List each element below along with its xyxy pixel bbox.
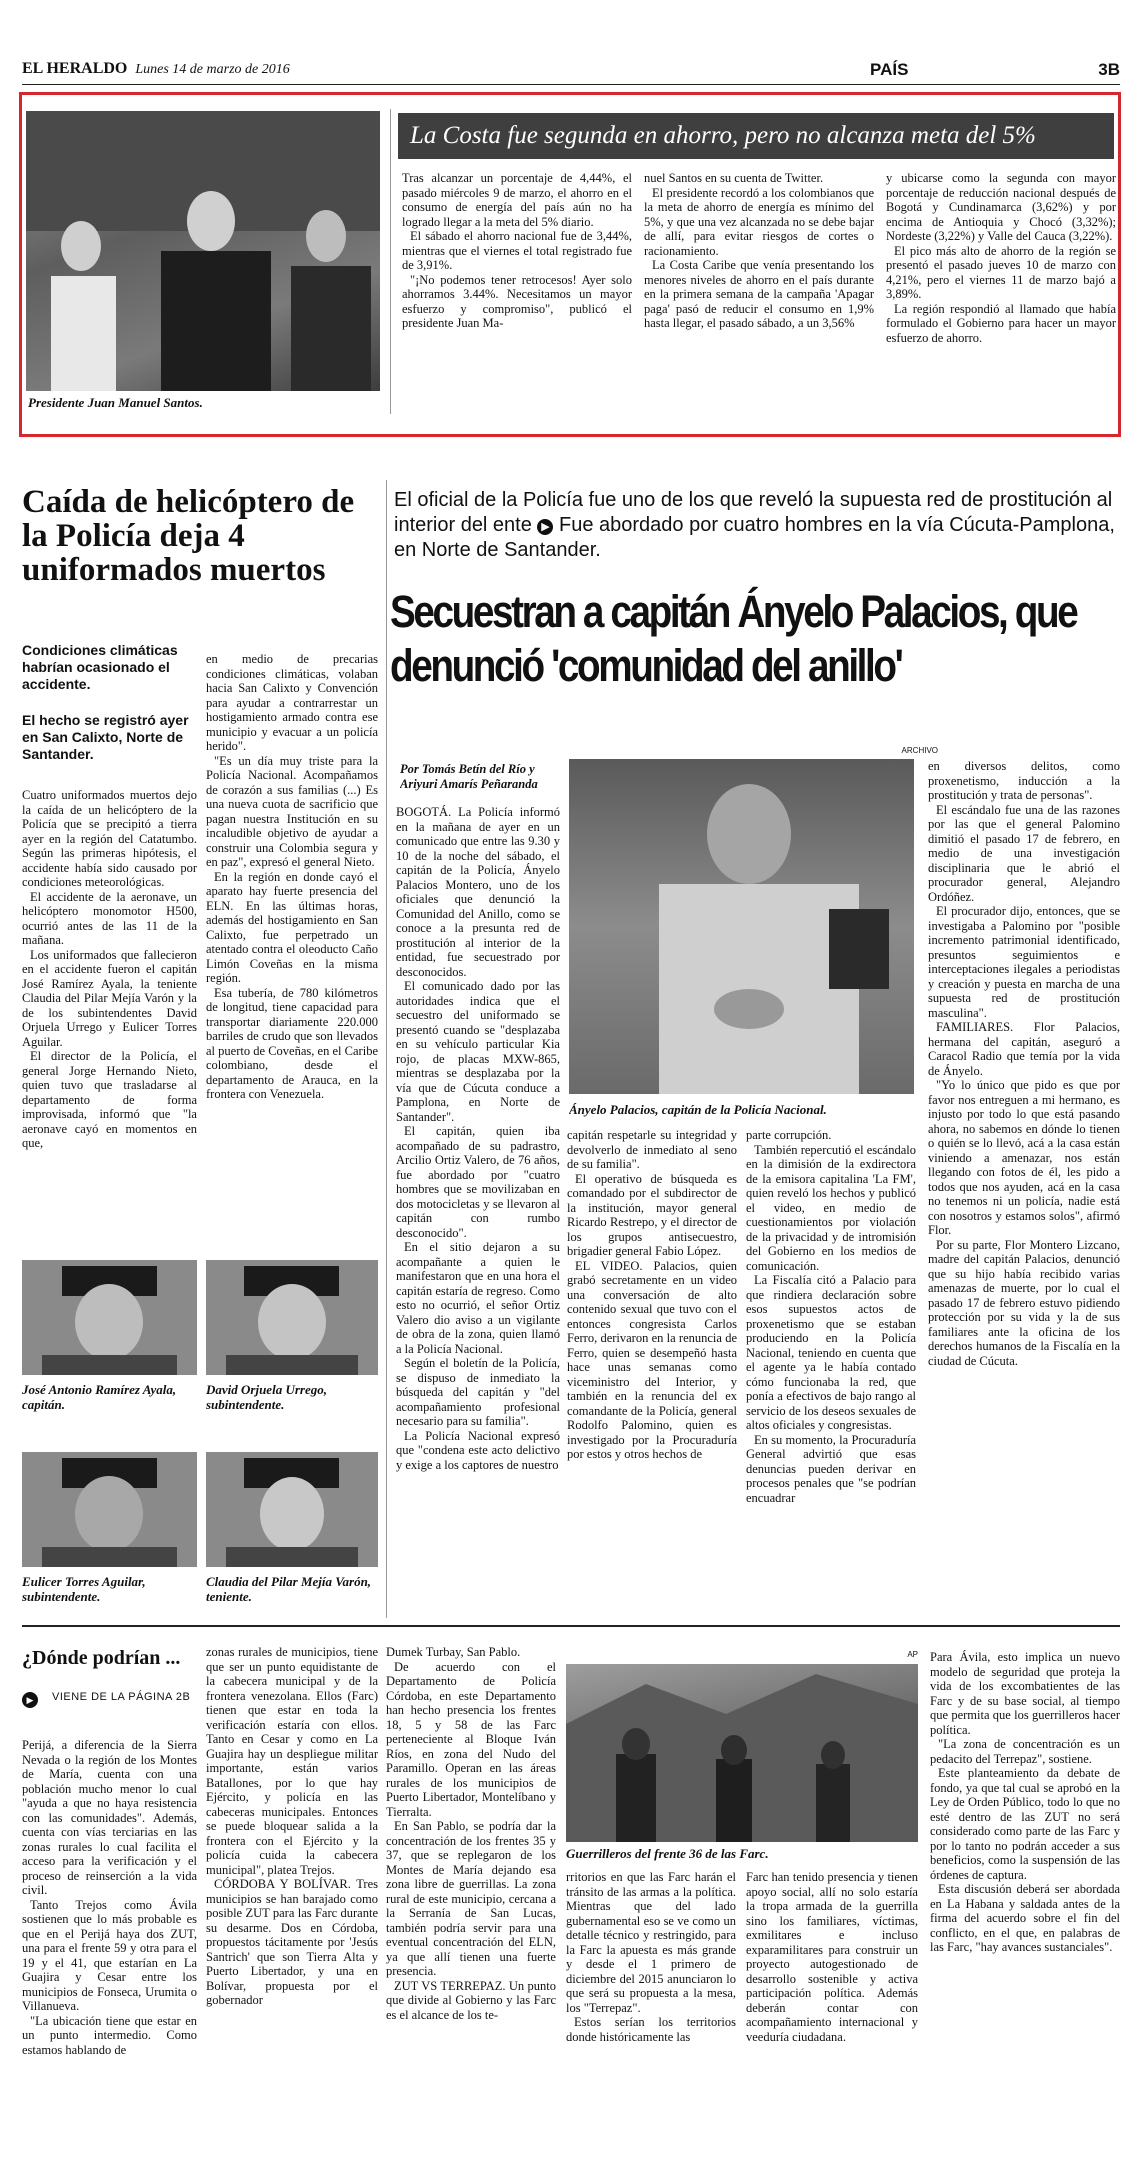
ahorro-divider <box>390 109 391 414</box>
helicopter-headline: Caída de helicóptero de la Policía deja 4 uniformados muertos <box>22 485 355 588</box>
kidnap-paragraph: El comunicado dado por las autoridades indica que el secuestro del uniformado se presentó cuando se "desplazaba en su vehículo particular Kia rojo, de placas MXW-865, mientras se desplazaba por la vía que de Cúcuta conduce a Pamplona, en Norte de Santander". <box>396 979 560 1124</box>
newspaper-name: EL HERALDO <box>22 60 128 77</box>
kidnap-col-4 <box>928 759 1120 1615</box>
kidnap-col-2 <box>567 1128 737 1613</box>
viene-label: VIENE DE LA PÁGINA 2B <box>52 1691 191 1703</box>
page-number: 3B <box>1098 60 1120 79</box>
portrait-caption: Claudia del Pilar Mejía Varón, teniente. <box>206 1574 372 1604</box>
kidnap-kicker <box>394 488 1120 568</box>
donde-paragraph: Estos serían los territorios donde históricamente las <box>566 2015 736 2044</box>
ahorro-paragraph: La Costa Caribe que venía presentando los menores niveles de ahorro en el país durante en la primera semana de la campaña 'Apagar paga' pasó de reducir el consumo en 1,9% hasta llegar, el pasado sábado, a un 3,56% <box>644 258 874 330</box>
donde-col-2 <box>206 1645 378 2155</box>
kidnap-paragraph: "Yo lo único que pido es que por favor nos entreguen a mi hermano, es injusto por todo lo que está pasando ahora, no sabemos en dónde lo tienen o quién se lo llevó, acá a la casa están viniendo a amenazar, nos están llegando con fotos de él, les pido a todos que nos ayuden, acá en la casa no tenemos ni un policía, nadie está con nosotros y estamos solos", afirmó Flor. <box>928 1078 1120 1237</box>
kidnap-paragraph: Según el boletín de la Policía, se dispuso de inmediato la búsqueda del capitán y "del acompañamiento profesional necesario para su familia". <box>396 1356 560 1428</box>
portrait-photo <box>206 1260 378 1375</box>
palacios-portrait-illustration <box>569 759 914 1094</box>
donde-col-1 <box>22 1738 197 2153</box>
helicopter-paragraph: El director de la Policía, el general Jorge Hernando Nieto, quien tuvo que trasladarse al departamento de forma improvisada, informó que "la aeronave cayó en momentos en que, <box>22 1049 197 1150</box>
guerrilla-figures-illustration <box>566 1664 918 1842</box>
kidnap-col-3 <box>746 1128 916 1613</box>
donde-paragraph: CÓRDOBA Y BOLÍVAR. Tres municipios se han barajado como posible ZUT para las Farc durante su desarme. Dos en Córdoba, propuestos tácitamente por 'Jesús Santrich' que son Tierra Alta y Puerto Libertador, y una en Bolívar, propuesta por el gobernador <box>206 1877 378 2007</box>
donde-paragraph: ZUT VS TERREPAZ. Un punto que divide al Gobierno y las Farc es el alcance de los te- <box>386 1978 556 2022</box>
donde-paragraph: En San Pablo, se podría dar la concentración de los frentes 35 y 37, que se replegaron de los Montes de María dejando esa zona libre de guerrillas. La zona rural de este municipio, cercana a la Serranía de San Lucas, también podría servir para una eventual concentración del ELN, ya que allí tienen una fuerte presencia. <box>386 1819 556 1978</box>
kidnap-paragraph: En el sitio dejaron a su acompañante a quien le manifestaron que en una hora el capitán estaría de regreso. Como esto no ocurrió, el señor Ortiz Valero dio aviso a un vigilante de obra de la zona, quien llamó a la Policía Nacional. <box>396 1240 560 1356</box>
helicopter-paragraph: "Es un día muy triste para la Policía Nacional. Acompañamos de corazón a sus familias (...) Es una nueva cuota de sacrificio que pagan nuestra Institución en su incaludible objetivo de ayudar a construir una Colombia segura y en paz", expresó el general Nieto. <box>206 753 378 869</box>
kidnap-paragraph: FAMILIARES. Flor Palacios, hermana del capitán, aseguró a Caracol Radio que temía por la vida de Ányelo. <box>928 1020 1120 1078</box>
ahorro-paragraph: El pico más alto de ahorro de la región se presentó el pasado jueves 10 de marzo con 4,21%, pero el viernes 11 de marzo bajó a 3,89%. <box>886 243 1116 301</box>
header-rule <box>22 84 1120 85</box>
donde-paragraph: Este planteamiento da debate de fondo, ya que tal cual se aprobó en la Ley de Orden Público, todo lo que no esté dentro de las ZUT no será considerado como parte de las Farc y por lo tanto no podrán acceder a sus beneficios, como la suspensión de las órdenes de captura. <box>930 1766 1120 1882</box>
kidnap-paragraph: parte corrupción. <box>746 1128 832 1142</box>
kidnap-paragraph: La Policía Nacional expresó que "condena este acto delictivo y exige a los captores de nuestro <box>396 1428 560 1472</box>
santos-figures-illustration <box>26 111 380 391</box>
donde-paragraph: Tanto Trejos como Ávila sostienen que lo más probable es que en el Perijá haya dos ZUT, una para el frente 59 y otra para el 19 y el 41, que estarían en La Guajira y Cesar entre los municipios de Fonseca, Urumita o Villanueva. <box>22 1897 197 2013</box>
donde-paragraph: Esta discusión deberá ser abordada en La Habana y saldada antes de la firma del acuerdo sobre el fin del conflicto, en el que, en palabras de las Farc, "hay avances sustanciales". <box>930 1882 1120 1954</box>
portrait-caption: Eulicer Torres Aguilar, subintendente. <box>22 1574 146 1604</box>
ahorro-paragraph: La región respondió al llamado que había formulado el Gobierno para hacer un mayor esfuerzo de ahorro. <box>886 301 1116 345</box>
section-rule <box>22 1625 1120 1627</box>
portrait-photo <box>22 1260 197 1375</box>
guerrilla-photo <box>566 1664 918 1842</box>
donde-paragraph: Perijá, a diferencia de la Sierra Nevada o la región de los Montes de María, cuenta con una población mucho menor lo cual "ayuda a que no haya resistencia con las comunidades". Además, cuenta con vías terciarias en las zonas rurales lo cual facilita el acceso para la verificación y el proceso de reinserción a la vida civil. <box>22 1738 197 1897</box>
donde-paragraph: "La ubicación tiene que estar en un punto intermedio. Como estamos hablando de <box>22 2013 197 2057</box>
donde-paragraph: "La zona de concentración es un pedacito del Terrepaz", sostiene. <box>930 1737 1120 1766</box>
ahorro-paragraph: nuel Santos en su cuenta de Twitter. <box>644 171 824 185</box>
kidnap-byline: Por Tomás Betín del Río y Ariyuri Amarís Peñaranda <box>400 762 538 791</box>
kidnap-paragraph: en diversos delitos, como proxenetismo, inducción a la prostitución y trata de personas". <box>928 759 1120 802</box>
portrait-photo <box>206 1452 378 1567</box>
donde-paragraph: De acuerdo con el Departamento de Policía Córdoba, en este Departamento han hecho presencia los frentes 18, 5 y 58 de las Farc perteneciente al Bloque Iván Ríos, en zona del Nudo del Paramillo. Operan en las áreas rurales de los municipios de Puerto Libertador, Montelíbano y Tierralta. <box>386 1659 556 1819</box>
archivo-credit: ARCHIVO <box>901 746 938 755</box>
kidnap-paragraph: Por su parte, Flor Montero Lizcano, madre del capitán Palacios, denunció que su hijo había recibido varias amenazas de muerte, por lo cual el pasado 17 de febrero estuvo pidiendo protección por su vida y la de sus familiares ante la oficina de los derechos humanos de la Fiscalía en la ciudad de Cúcuta. <box>928 1237 1120 1368</box>
kidnap-kicker-1: El oficial de la Policía fue uno de los que reveló la supuesta red de prostitución al interior del ente <box>394 489 1113 536</box>
viene-de-pagina <box>22 1690 197 1722</box>
kidnap-paragraph: También repercutió el escándalo en la dimisión de la exdirectora de la emisora capitalina 'La FM', quien reveló los hechos y publicó el video, en medio de cuestionamientos por violación de la privacidad y de intromisión del Gobierno en los medios de comunicación. <box>746 1142 916 1273</box>
helicopter-paragraph: Los uniformados que fallecieron en el accidente fueron el capitán José Ramírez Ayala, la teniente Claudia del Pilar Mejía Varón y la de los subintendentes David Orjuela Urrego y Eulicer Torres Aguilar. <box>22 947 197 1049</box>
donde-paragraph: Dumek Turbay, San Pablo. <box>386 1645 521 1659</box>
donde-paragraph: zonas rurales de municipios, tiene que ser un punto equidistante de la cabecera municipal y de la frontera venezolana. Ellos (Farc) tienen que estar en toda la verificación estaría con ellos. Tanto en Cesar y como en La Guajira hay un despliegue militar importante, están varios Batallones, por lo que hay Ejército, y policía en las cabeceras municipales. Entonces se puede bloquear salida a la frontera con el Ejército y la policía cuida la cabecera municipal", platea Trejos. <box>206 1645 378 1877</box>
santos-photo <box>26 111 380 391</box>
helicopter-paragraph: En la región en donde cayó el aparato hay fuerte presencia del ELN. En las últimas horas, además del hostigamiento en San Calixto, fue perpetrado un atentado contra el oleoducto Caño Limón Coveñas en la misma región. <box>206 869 378 985</box>
helicopter-col-1 <box>22 788 197 1243</box>
donde-col-5 <box>746 1870 918 2155</box>
issue-date: Lunes 14 de marzo de 2016 <box>135 62 290 77</box>
palacios-photo <box>569 759 914 1094</box>
donde-paragraph: rritorios en que las Farc harán el tránsito de las armas a la política. Mientras que del lado gubernamental eso se ve como un detalle técnico y restringido, para la Farc la apuesta es más grande y desde el 1 primero de diciembre del 2015 anunciaron lo que será su propuesta a la mesa, los "Terrepaz". <box>566 1870 736 2015</box>
arrow-right-icon: ▶ <box>22 1692 38 1708</box>
kidnap-paragraph: El operativo de búsqueda es comandado por el subdirector de la institución, mayor general Ricardo Restrepo, y el director de los grupos antisecuestro, brigadier general Fabio López. <box>567 1171 737 1258</box>
ahorro-col-1 <box>402 171 632 411</box>
arrow-right-icon: ▶ <box>537 519 553 535</box>
portrait-photo <box>22 1452 197 1567</box>
portrait-caption: José Antonio Ramírez Ayala, capitán. <box>22 1382 177 1412</box>
ap-credit: AP <box>907 1650 918 1659</box>
ahorro-paragraph: "¡No podemos tener retrocesos! Ayer solo ahorramos 3.44%. Necesitamos un mayor esfuerzo y compromiso", publicó el presidente Juan Ma- <box>402 272 632 330</box>
kidnap-paragraph: El procurador dijo, entonces, que se investigaba a Palomino por "posible incremento patrimonial identificado, presuntos seguimientos e interceptaciones ilegales a periodistas y creación y puesta en marcha de una supuesta red de prostitución masculina". <box>928 904 1120 1020</box>
kidnap-paragraph: En su momento, la Procuraduría General advirtió que esas denuncias pueden derivar en procesos penales que "se podrían encuadrar <box>746 1432 916 1505</box>
helicopter-paragraph: en medio de precarias condiciones climáticas, volaban hacia San Calixto y Convención para ayudar a contrarrestar un hostigamiento armado contra ese municipio y evacuar a un policía herido". <box>206 652 378 753</box>
ahorro-col-2 <box>644 171 874 411</box>
donde-paragraph: Farc han tenido presencia y tienen apoyo social, allí no solo estaría la tropa armada de la guerrilla sino los familiares, víctimas, exmilitares e incluso exparamilitares para construir un proyecto autogestionado de desarrollo sostenible y activa participación política. Además deberán contar con acompañamiento internacional y veeduría ciudadana. <box>746 1870 918 2044</box>
donde-col-6 <box>930 1650 1120 2155</box>
portrait-caption: David Orjuela Urrego, subintendente. <box>206 1382 327 1412</box>
guerrilla-photo-caption: Guerrilleros del frente 36 de las Farc. <box>566 1846 769 1861</box>
helicopter-paragraph: Esa tubería, de 780 kilómetros de longitud, tiene capacidad para transportar diariamente 220.000 barriles de crudo que son llevados al puerto de Coveñas, en el Caribe colombiano, desde el departamento de Arauca, en la frontera con Venezuela. <box>206 985 378 1101</box>
ahorro-paragraph: y ubicarse como la segunda con mayor porcentaje de reducción nacional después de Bogotá y Cundinamarca (3,62%) y por encima de Antioquia y Chocó (3,32%); Nordeste (3,22%) y Valle del Cauca (3,22%). <box>886 171 1116 243</box>
kidnap-kicker-2: Fue abordado por cuatro hombres en la vía Cúcuta-Pamplona, en Norte de Santander. <box>394 514 1115 561</box>
column-divider <box>386 480 387 1618</box>
ahorro-headline: La Costa fue segunda en ahorro, pero no alcanza meta del 5% <box>410 122 1036 149</box>
ahorro-paragraph: Tras alcanzar un porcentaje de 4,44%, el pasado miércoles 9 de marzo, el ahorro en el consumo de energía del país aún no ha logrado llegar a la meta del 5% diario. <box>402 171 632 229</box>
section-name: PAÍS <box>870 60 909 79</box>
ahorro-paragraph: El presidente recordó a los colombianos que la meta de ahorro de energía es mínimo del 5%, y que una vez alcanzada no se debe bajar de allí, para evitar riesgos de cortes o racionamiento. <box>644 185 874 258</box>
ahorro-headline-bar <box>398 113 1114 159</box>
kidnap-paragraph: El escándalo fue una de las razones por las que el general Palomino dimitió el pasado 17 de febrero, en medio de una investigación disciplinaria que le abrió el procurador general, Alejandro Ordóñez. <box>928 802 1120 904</box>
kidnap-paragraph: El capitán, quien iba acompañado de su padrastro, Arcilio Ortiz Valero, de 76 años, fue abordado por "cuatro hombres que se movilizaban en dos motocicletas y se llevaron al capitán con rumbo desconocido". <box>396 1124 560 1240</box>
donde-col-3 <box>386 1645 556 2155</box>
ahorro-paragraph: El sábado el ahorro nacional fue de 3,44%, mientras que el viernes el total registrado fue de 3,91%. <box>402 229 632 272</box>
santos-photo-caption: Presidente Juan Manuel Santos. <box>28 395 203 410</box>
ahorro-box <box>19 92 1121 437</box>
helicopter-subhead-2: El hecho se registró ayer en San Calixto, Norte de Santander. <box>22 712 189 762</box>
kidnap-headline: Secuestran a capitán Ányelo Palacios, que denunció 'comunidad del anillo' <box>390 586 1077 691</box>
donde-paragraph: Para Ávila, esto implica un nuevo modelo de seguridad que proteja la vida de los excombatientes de las Farc y de su base social, al tiempo que permita que los guerrilleros hacer política. <box>930 1650 1120 1737</box>
kidnap-paragraph: BOGOTÁ. La Policía informó en la mañana de ayer en un comunicado que entre las 9.30 y 10 de la noche del sábado, el capitán de la Policía, Ányelo Palacios Montero, uno de los oficiales que denunció la Comunidad del Anillo, como se conoce a la presunta red de prostitución al interior de la entidad, fue secuestrado por desconocidos. <box>396 805 560 979</box>
kidnap-paragraph: capitán respetarle su integridad y devolverlo de inmediato al seno de su familia". <box>567 1128 737 1171</box>
helicopter-col-2 <box>206 652 378 1252</box>
helicopter-paragraph: Cuatro uniformados muertos dejo la caída de un helicóptero de la Policía que se precipitó a tierra ayer en la región del Catatumbo. Según las primeras hipótesis, el accidente había sido causado por condiciones meteorológicas. <box>22 788 197 889</box>
kidnap-paragraph: La Fiscalía citó a Palacio para que rindiera declaración sobre esos supuestos actos de proxenetismo que se estaban produciendo en la Policía Nacional, teniendo en cuenta que el agente ya le había contado cómo funcionaba la red, que ponía a efectivos de bajo rango al servicio de los deseos sexuales de altos oficiales y congresistas. <box>746 1273 916 1432</box>
donde-headline: ¿Dónde podrían ... <box>22 1647 181 1669</box>
donde-col-4 <box>566 1870 736 2155</box>
palacios-photo-caption: Ányelo Palacios, capitán de la Policía Nacional. <box>569 1102 827 1117</box>
ahorro-col-3 <box>886 171 1116 411</box>
kidnap-col-1 <box>396 805 560 1615</box>
helicopter-paragraph: El accidente de la aeronave, un helicóptero monomotor H500, ocurrió antes de las 11 de la mañana. <box>22 889 197 947</box>
helicopter-subhead-1: Condiciones climáticas habrían ocasionado el accidente. <box>22 642 178 692</box>
kidnap-paragraph: EL VIDEO. Palacios, quien grabó secretamente en un video una conversación de alto contenido sexual que tuvo con el entonces congresista Carlos Ferro, derivaron en la renuncia de Ferro, quien se desempeñó hasta hace unas semanas como viceministro del Interior, y también en la renuncia del ex comandante de la Policía, general Rodolfo Palomino, quien es investigado por la Procuraduría por estos y otros hechos de <box>567 1258 737 1461</box>
